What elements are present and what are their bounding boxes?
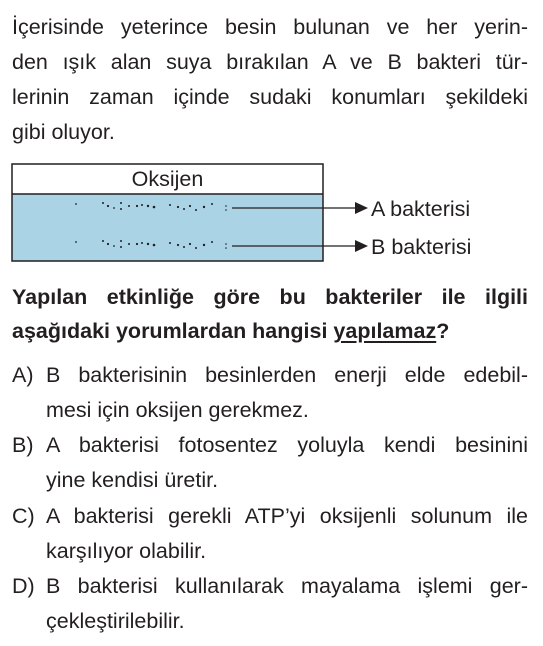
stem-line-3: lerinin zaman içinde sudaki konumları şekildeki xyxy=(12,85,528,109)
question-mark: ? xyxy=(436,319,450,343)
arrow-b-head xyxy=(355,240,368,252)
option-c-line-1: A bakterisi gerekli ATP’yi oksijenli solunum ile xyxy=(46,504,528,528)
stem-line-4: gibi oluyor. xyxy=(12,120,115,144)
question-line-2 xyxy=(12,318,449,344)
option-d-line-2: çekleştirilebilir. xyxy=(46,609,185,633)
question-keyword-underlined: yapılamaz xyxy=(333,319,437,343)
option-c-line-2: karşılıyor olabilir. xyxy=(46,539,207,563)
stem-line-2: den ışık alan suya bırakılan A ve B bakteri tür- xyxy=(12,50,528,74)
option-d-line-1: B bakterisi kullanılarak mayalama işlemi ger- xyxy=(46,574,528,598)
option-b-line-1: A bakterisi fotosentez yoluyla kendi besinini xyxy=(46,433,528,457)
arrow-a-head xyxy=(355,202,368,214)
water-area xyxy=(12,194,323,261)
option-b-line-2: yine kendisi üretir. xyxy=(46,468,219,492)
label-a-bacteria: A bakterisi xyxy=(371,197,471,221)
question-line-1: Yapılan etkinliğe göre bu bakteriler ile ilgili xyxy=(12,285,528,309)
oxygen-label: Oksijen xyxy=(131,167,204,191)
option-d-letter: D) xyxy=(12,574,35,598)
option-c-letter: C) xyxy=(12,504,35,528)
option-b-letter: B) xyxy=(12,433,34,457)
option-a-line-2: mesi için oksijen gerekmez. xyxy=(46,398,309,422)
question-line-2-start: aşağıdaki yorumlardan hangisi xyxy=(12,319,334,343)
option-a-letter: A) xyxy=(12,363,34,387)
stem-line-1: İçerisinde yeterince besin bulunan ve her yerin- xyxy=(12,15,528,39)
option-a-line-1: B bakterisinin besinlerden enerji elde edebil- xyxy=(46,363,528,387)
label-b-bacteria: B bakterisi xyxy=(371,235,472,259)
